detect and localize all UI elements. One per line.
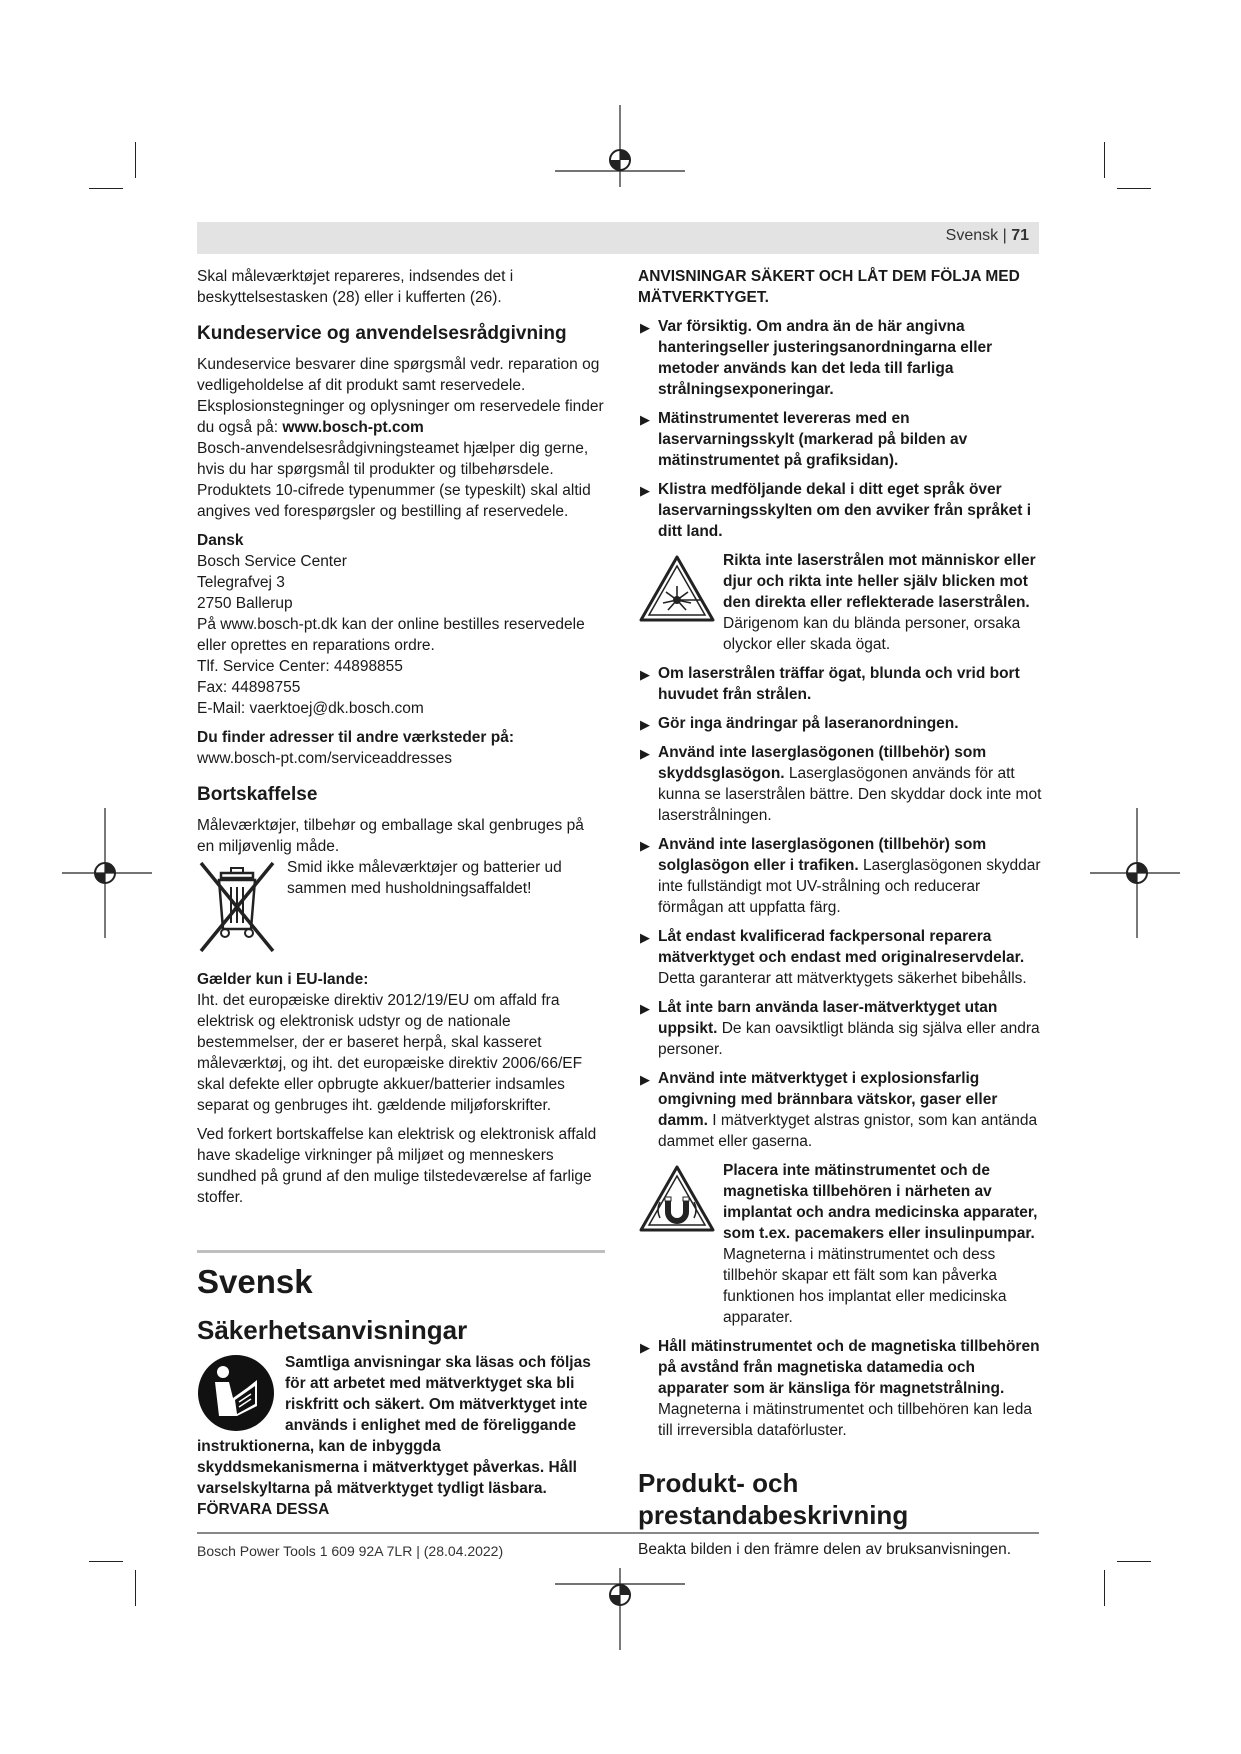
other-addresses-title: Du finder adresser til andre værksteder på: <box>197 729 515 746</box>
bullet-triangle-icon: ▶ <box>640 412 650 427</box>
address-line: Telegrafvej 3 <box>197 574 285 591</box>
online-order-text: På www.bosch-pt.dk kan der online bestilles reservedele eller oprettes en reparations ordre. <box>197 616 585 654</box>
bullet-item: ▶ Låt endast kvalificerad fackpersonal reparera mätverktyget och endast med originalreservdelar. Detta garanterar att mätverktygets säkerhet bibehålls. <box>640 928 1027 987</box>
registration-mark-left <box>62 808 152 938</box>
laser-warning-bold: Rikta inte laserstrålen mot människor eller djur och rikta inte heller själv blicken mot den direkta eller reflekterade laserstrålen. <box>723 552 1036 611</box>
eu-title: Gælder kun i EU-lande: <box>197 971 369 988</box>
customer-service-p1: Kundeservice besvarer dine spørgsmål vedr. reparation og vedligeholdelse af dit produkt samt reservedele. Eksplosionstegninger og oplysninger om reservedele finder du også på: www.bosch-pt.com <box>197 356 604 436</box>
country-heading: Dansk <box>197 532 244 549</box>
bullet-triangle-icon: ▶ <box>640 320 650 335</box>
laser-warning-text: Därigenom kan du blända personer, orsaka olyckor eller skada ögat. <box>723 615 1021 653</box>
section-divider <box>197 1250 605 1253</box>
page-header-text <box>946 227 1029 245</box>
bullet-item: ▶ Låt inte barn använda laser-mätverktyget utan uppsikt. De kan oavsiktligt blända sig själva eller andra personer. <box>640 999 1040 1058</box>
laser-warning-icon <box>638 554 716 624</box>
read-manual-icon <box>197 1354 275 1432</box>
crossed-bin-icon <box>197 859 277 955</box>
magnet-warning-icon <box>638 1164 716 1234</box>
safety-title: Säkerhetsanvisningar <box>197 1315 468 1345</box>
intro-text: Skal måleværktøjet repareres, indsendes det i beskyttelsestasken (28) eller i kufferten (26). <box>197 268 514 306</box>
registration-mark-right <box>1090 808 1180 938</box>
safety-block <box>197 1352 605 1520</box>
magnet-warning-bold: Placera inte mätinstrumentet och de magnetiska tillbehören i närheten av implantat och andra medicinska apparater, som t.ex. pacemakers eller insulinpumpar. <box>723 1162 1038 1242</box>
bullet-triangle-icon: ▶ <box>640 483 650 498</box>
registration-mark-bottom <box>555 1568 685 1650</box>
disposal-p2: Ved forkert bortskaffelse kan elektrisk og elektronisk affald have skadelige virkninger på miljøet og menneskers sundhed på grund af den mulige tilstedeværelse af farlige stoffer. <box>197 1126 597 1206</box>
eu-text: Iht. det europæiske direktiv 2012/19/EU om affald fra elektrisk og elektronisk udstyr og de nationale bestemmelser, der er baseret herpå, skal kasseret måleværktøj, og iht. det europæiske direktiv 2006/66/EF skal defekte eller opbrugte akkuer/batterier indsamles separat og genbruges iht. gældende miljøforskrifter. <box>197 992 583 1114</box>
header-separator: | <box>1002 227 1007 244</box>
bullet-triangle-icon: ▶ <box>640 1340 650 1355</box>
page-footer: Bosch Power Tools 1 609 92A 7LR | (28.04.2022) <box>197 1543 504 1559</box>
bullet-item: ▶ Om laserstrålen träffar ögat, blunda och vrid bort huvudet från strålen. <box>640 665 1020 703</box>
customer-service-p3: Produktets 10-cifrede typenummer (se typeskilt) skal altid angives ved forespørgsler og bestilling af reservedele. <box>197 482 591 520</box>
magnet-warning-text: Magneterna i mätinstrumentet och dess tillbehör skapar ett fält som kan påverka funktionen hos implantat eller medicinska apparater. <box>723 1246 1007 1326</box>
bullet-triangle-icon: ▶ <box>640 667 650 682</box>
bullet-triangle-icon: ▶ <box>640 1001 650 1016</box>
disposal-title: Bortskaffelse <box>197 784 318 805</box>
bullet-triangle-icon: ▶ <box>640 746 650 761</box>
customer-service-title: Kundeservice og anvendelsesrådgivning <box>197 323 567 344</box>
customer-service-p2: Bosch-anvendelsesrådgivningsteamet hjælper dig gerne, hvis du har spørgsmål til produkter og tilbehørsdele. <box>197 440 589 478</box>
bullet-item: ▶ Använd inte laserglasögonen (tillbehör) som solglasögon eller i trafiken. Laserglasögonen skyddar inte fullständigt mot UV-strålning och reducerar förmågan att uppfatta färg. <box>640 836 1041 916</box>
language-title: Svensk <box>197 1263 313 1300</box>
footer-rule <box>197 1532 1039 1534</box>
magnet-warning-block <box>638 1160 1046 1328</box>
bullet-triangle-icon: ▶ <box>640 1072 650 1087</box>
header-section: Svensk <box>945 227 999 244</box>
disposal-p1: Måleværktøjer, tilbehør og emballage skal genbruges på en miljøvenlig måde. <box>197 817 584 855</box>
bullet-item: ▶ Klistra medföljande dekal i ditt eget språk över laservarningsskylten om den avviker från språket i ditt land. <box>640 481 1032 540</box>
right-column <box>638 266 1046 1568</box>
page-header <box>197 222 1039 254</box>
fax-text: Fax: 44898755 <box>197 679 301 696</box>
phone-text: Tlf. Service Center: 44898855 <box>197 658 403 675</box>
svensk-block <box>197 1262 605 1520</box>
bullet-item: ▶ Använd inte laserglasögonen (tillbehör) som skyddsglasögon. Laserglasögonen används för att kunna se laserstrålen bättre. Den skyddar dock inte mot laserstrålningen. <box>640 744 1042 824</box>
left-column <box>197 266 605 1216</box>
email-text[interactable]: E-Mail: vaerktoej@dk.bosch.com <box>197 700 424 717</box>
disposal-bin-block <box>197 857 605 961</box>
safety-text: Samtliga anvisningar ska läsas och följas för att arbetet med mätverktyget ska bli riskfritt och säkert. Om mätverktyget inte används i enlighet med de föreliggande instruktionerna, kan de inbyggda skyddsmekanismerna i mätverktyget påverkas. Håll varselskyltarna på mätverktyget tydligt läsbara. FÖRVARA DESSA <box>197 1354 591 1518</box>
bullet-triangle-icon: ▶ <box>640 930 650 945</box>
bullet-item: ▶ Var försiktig. Om andra än de här angivna hanteringseller justeringsanordningarna eller metoder används kan det leda till farliga strålningsexponeringar. <box>640 318 993 398</box>
bosch-link[interactable]: www.bosch-pt.com <box>282 419 424 436</box>
laser-warning-block <box>638 550 1046 655</box>
registration-mark-top <box>555 105 685 187</box>
bullet-triangle-icon: ▶ <box>640 717 650 732</box>
bullet-triangle-icon: ▶ <box>640 838 650 853</box>
bullet-item: ▶ Gör inga ändringar på laseranordningen. <box>638 713 1046 734</box>
bin-text: Smid ikke måleværktøjer og batterier ud sammen med husholdningsaffaldet! <box>287 859 562 897</box>
bullet-item: ▶ Håll mätinstrumentet och de magnetiska tillbehören på avstånd från magnetiska datamedia och apparater som är känsliga för magnetstrålning. Magneterna i mätinstrumentet och tillbehören kan leda till irreversibla dataförluster. <box>640 1338 1040 1439</box>
address-line: Bosch Service Center <box>197 553 347 570</box>
address-line: 2750 Ballerup <box>197 595 293 612</box>
lead-text: ANVISNINGAR SÄKERT OCH LÅT DEM FÖLJA MED MÄTVERKTYGET. <box>638 268 1020 306</box>
product-title: Produkt- och prestandabeskrivning <box>638 1468 909 1530</box>
bullet-item: ▶ Använd inte mätverktyget i explosionsfarlig omgivning med brännbara vätskor, gaser eller damm. I mätverktyget alstras gnistor, som kan antända dammet eller gaserna. <box>640 1070 1038 1150</box>
other-addresses-url[interactable]: www.bosch-pt.com/serviceaddresses <box>197 750 452 767</box>
page-number: 71 <box>1011 227 1029 244</box>
product-text: Beakta bilden i den främre delen av bruksanvisningen. <box>638 1541 1012 1558</box>
bullet-item: ▶ Mätinstrumentet levereras med en laservarningsskylt (markerad på bilden av mätinstrumentet på grafiksidan). <box>640 410 968 469</box>
